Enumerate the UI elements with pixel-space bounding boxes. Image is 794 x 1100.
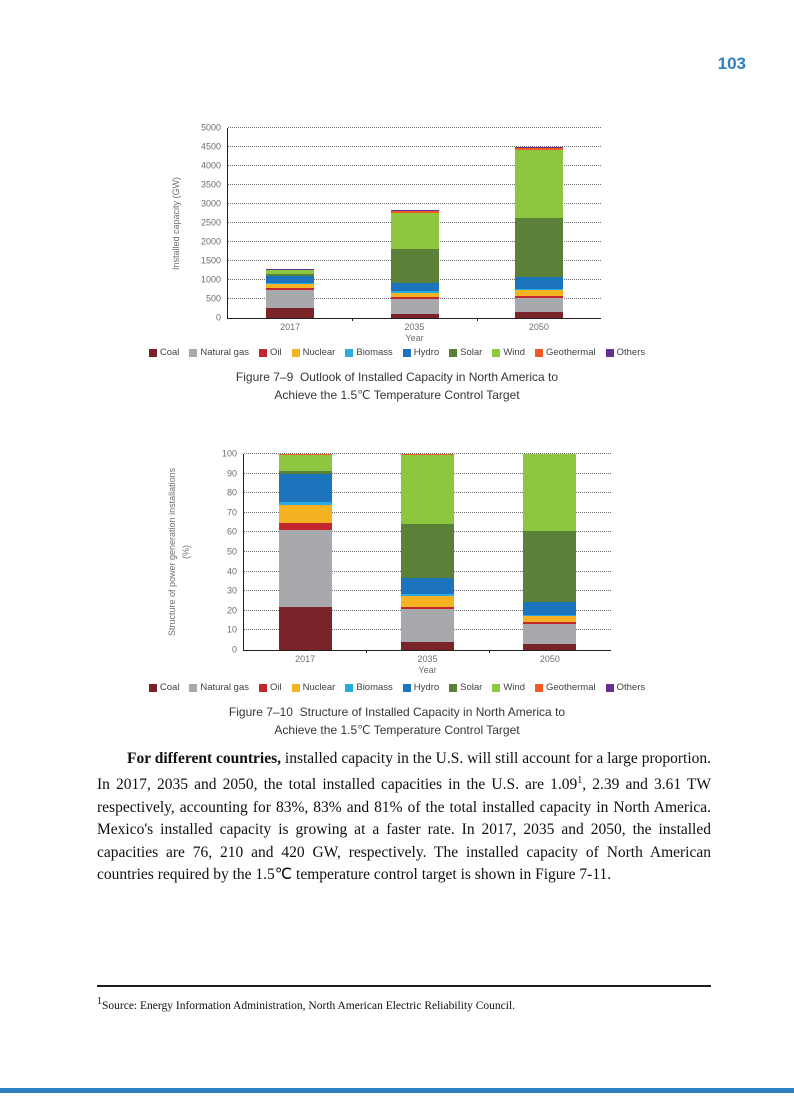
bar-segment-oil (515, 296, 563, 298)
legend-item-others (606, 682, 646, 693)
bar-segment-geothermal (266, 269, 314, 270)
legend-item-oil (259, 682, 282, 693)
legend-swatch (492, 684, 500, 692)
figure-7-9-caption (0, 368, 794, 404)
bar-segment-natural-gas (401, 609, 454, 642)
y-tick-label: 0 (215, 312, 221, 323)
bar-segment-biomass (515, 289, 563, 291)
legend-label: Geothermal (545, 682, 596, 693)
figure-7-9-x-axis-title: Year (405, 333, 424, 343)
bar-segment-oil (523, 622, 576, 624)
y-tick-label: 40 (226, 566, 237, 577)
bar-segment-wind (515, 150, 563, 218)
paragraph-text: , 2.39 and 3.61 TW respectively, accounting for 83%, 83% and 81% of the total installed capacity in North America. Mexico's installed capacity is growing at a faster rate. In 2017, 2035 and 2050, the installed capacities are 76, 210 and 420 GW, respectively. The installed capacity of North American countries required by the 1.5℃ temperature control target is shown in Figure 7-11. (97, 776, 711, 884)
y-tick-label: 3000 (200, 198, 221, 209)
bar-segment-geothermal (515, 148, 563, 150)
legend-label: Solar (460, 347, 483, 358)
bar-segment-nuclear (391, 293, 439, 298)
y-tick-label: 50 (226, 546, 237, 557)
legend-swatch (149, 684, 157, 692)
legend-item-geothermal (535, 347, 596, 358)
figure-7-9-legend (0, 347, 794, 358)
legend-swatch (535, 684, 543, 692)
legend-item-biomass (345, 682, 392, 693)
legend-label: Natural gas (200, 347, 249, 358)
bar-segment-nuclear (266, 283, 314, 287)
paragraph-text: installed capacity in the U.S. will still account for a large proportion. In 2017, 2035 and 2050, the total installed capacities in the U.S. are 1.09 (97, 750, 712, 794)
stacked-bar-2017 (266, 128, 314, 318)
legend-item-solar (449, 682, 482, 693)
figure-7-10-x-axis-title: Year (418, 665, 437, 675)
legend-item-natural-gas (189, 682, 249, 693)
legend-swatch (259, 684, 267, 692)
bar-segment-oil (391, 297, 439, 299)
legend-item-wind (492, 347, 525, 358)
legend-label: Biomass (356, 682, 393, 693)
bar-segment-biomass (279, 502, 332, 505)
stacked-bar-2035 (401, 454, 454, 650)
legend-item-geothermal (535, 682, 596, 693)
bar-segment-wind (401, 455, 454, 524)
bar-segment-nuclear (401, 596, 454, 607)
legend-swatch (492, 349, 500, 357)
legend-swatch (189, 349, 197, 357)
legend-item-coal (149, 682, 180, 693)
bar-segment-coal (279, 607, 332, 650)
y-tick-label: 4500 (200, 141, 221, 152)
x-axis-tick (366, 650, 367, 653)
legend-label: Oil (269, 682, 282, 693)
legend-swatch (189, 684, 197, 692)
bar-segment-solar (523, 531, 576, 602)
legend-item-solar (449, 347, 482, 358)
bar-segment-others (515, 147, 563, 148)
legend-label: Oil (269, 347, 282, 358)
bar-segment-nuclear (279, 505, 332, 523)
bar-segment-hydro (523, 602, 576, 615)
legend-item-others (606, 347, 646, 358)
figure-7-10-chart (221, 448, 611, 675)
legend-item-biomass (345, 347, 392, 358)
bar-segment-hydro (515, 277, 563, 289)
x-tick-label: 2050 (539, 654, 560, 664)
legend-swatch (606, 684, 614, 692)
bar-segment-coal (401, 642, 454, 650)
bar-segment-biomass (391, 291, 439, 293)
x-axis-tick (489, 650, 490, 653)
legend-item-hydro (403, 682, 439, 693)
y-tick-label: 1500 (200, 255, 221, 266)
figure-7-10-legend (0, 682, 794, 693)
legend-label: Solar (460, 682, 483, 693)
bar-segment-oil (266, 288, 314, 290)
y-tick-label: 90 (226, 468, 237, 479)
legend-swatch (403, 349, 411, 357)
bar-segment-geothermal (279, 454, 332, 455)
legend-swatch (259, 349, 267, 357)
y-tick-label: 10 (226, 624, 237, 635)
bar-segment-biomass (523, 615, 576, 616)
bar-segment-solar (266, 274, 314, 276)
bar-segment-solar (401, 524, 454, 579)
bottom-accent-bar (0, 1088, 794, 1093)
legend-swatch (345, 349, 353, 357)
y-tick-label: 80 (226, 487, 237, 498)
legend-label: Hydro (413, 682, 440, 693)
legend-swatch (449, 349, 457, 357)
figure-7-9-caption-line-1: Figure 7–9 Outlook of Installed Capacity in North America to (235, 370, 559, 384)
legend-swatch (403, 684, 411, 692)
x-tick-label: 2035 (417, 654, 438, 664)
legend-label: Hydro (413, 347, 440, 358)
legend-swatch (149, 349, 157, 357)
x-axis-tick (477, 318, 478, 321)
legend-label: Others (616, 347, 646, 358)
figure-7-10-y-axis-title-line-1: Structure of power generation installations (167, 467, 177, 637)
bar-segment-biomass (401, 594, 454, 596)
figure-7-9-caption-line-2: Achieve the 1.5℃ Temperature Control Target (274, 388, 520, 402)
legend-item-hydro (403, 347, 439, 358)
legend-label: Nuclear (302, 347, 336, 358)
y-tick-label: 60 (226, 526, 237, 537)
legend-label: Nuclear (302, 682, 336, 693)
legend-item-coal (149, 347, 180, 358)
bar-segment-nuclear (515, 290, 563, 295)
y-tick-label: 20 (226, 605, 237, 616)
legend-swatch (449, 684, 457, 692)
bar-segment-hydro (391, 283, 439, 291)
bar-segment-hydro (266, 276, 314, 283)
figure-7-10-caption-line-1: Figure 7–10 Structure of Installed Capacity in North America to (228, 705, 566, 719)
bar-segment-hydro (401, 578, 454, 594)
legend-label: Wind (503, 347, 525, 358)
bar-segment-nuclear (523, 616, 576, 622)
x-tick-label: 2050 (528, 322, 549, 332)
figure-7-9-chart (200, 122, 601, 343)
legend-swatch (292, 684, 300, 692)
bar-segment-natural-gas (279, 530, 332, 606)
stacked-bar-2017 (279, 454, 332, 650)
legend-label: Coal (159, 682, 180, 693)
y-tick-label: 1000 (200, 274, 221, 285)
footnote-sup: 1 (97, 996, 102, 1007)
bar-segment-coal (391, 314, 439, 318)
bar-segment-wind (279, 455, 332, 471)
bar-segment-wind (523, 454, 576, 531)
bar-segment-solar (391, 249, 439, 283)
legend-label: Geothermal (545, 347, 596, 358)
y-tick-label: 30 (226, 585, 237, 596)
legend-label: Coal (159, 347, 180, 358)
bar-segment-natural-gas (391, 299, 439, 313)
bar-segment-wind (266, 270, 314, 274)
legend-label: Biomass (356, 347, 393, 358)
bar-segment-hydro (279, 474, 332, 502)
page-number: 103 (717, 54, 746, 73)
bar-segment-oil (279, 523, 332, 531)
footnote-marker: 1 (577, 775, 583, 787)
legend-swatch (292, 349, 300, 357)
y-tick-label: 4000 (200, 160, 221, 171)
footnote-rule (97, 985, 711, 987)
figure-7-10-caption (0, 703, 794, 739)
bar-segment-biomass (266, 283, 314, 284)
y-tick-label: 500 (205, 293, 221, 304)
bar-segment-oil (401, 607, 454, 609)
bar-segment-natural-gas (515, 298, 563, 312)
y-tick-label: 2000 (200, 236, 221, 247)
figure-7-10-y-axis-title-line-2: (%) (181, 545, 191, 559)
stacked-bar-2050 (523, 454, 576, 650)
y-tick-label: 100 (221, 448, 237, 459)
x-tick-label: 2035 (404, 322, 425, 332)
legend-item-natural-gas (189, 347, 249, 358)
bar-segment-solar (515, 218, 563, 277)
legend-label: Natural gas (200, 682, 249, 693)
bar-segment-coal (523, 644, 576, 650)
legend-swatch (345, 684, 353, 692)
y-tick-label: 5000 (200, 122, 221, 133)
x-tick-label: 2017 (295, 654, 316, 664)
bar-segment-geothermal (391, 211, 439, 213)
figure-7-10-caption-line-2: Achieve the 1.5℃ Temperature Control Target (274, 723, 520, 737)
legend-label: Others (616, 682, 646, 693)
bar-segment-natural-gas (266, 290, 314, 308)
bar-segment-solar (279, 471, 332, 474)
bar-segment-geothermal (401, 454, 454, 455)
legend-label: Wind (503, 682, 525, 693)
legend-swatch (606, 349, 614, 357)
x-tick-label: 2017 (280, 322, 301, 332)
body-paragraph (97, 748, 711, 887)
bar-segment-natural-gas (523, 624, 576, 645)
paragraph-lead-bold: For different countries, (127, 750, 282, 767)
x-axis-tick (352, 318, 353, 321)
bar-segment-coal (515, 312, 563, 318)
stacked-bar-2050 (515, 128, 563, 318)
footnote-text: Source: Energy Information Administration, North American Electric Reliability Council. (102, 999, 516, 1012)
y-tick-label: 2500 (200, 217, 221, 228)
footnote (97, 996, 515, 1012)
legend-item-wind (492, 682, 525, 693)
y-tick-label: 3500 (200, 179, 221, 190)
stacked-bar-2035 (391, 128, 439, 318)
figure-7-9-y-axis-title: Installed capacity (GW) (171, 176, 181, 270)
legend-item-oil (259, 347, 282, 358)
bar-segment-coal (266, 308, 314, 318)
y-tick-label: 0 (231, 644, 237, 655)
bar-segment-others (391, 210, 439, 211)
legend-item-nuclear (292, 347, 336, 358)
legend-swatch (535, 349, 543, 357)
bar-segment-wind (391, 213, 439, 249)
legend-item-nuclear (292, 682, 336, 693)
y-tick-label: 70 (226, 507, 237, 518)
